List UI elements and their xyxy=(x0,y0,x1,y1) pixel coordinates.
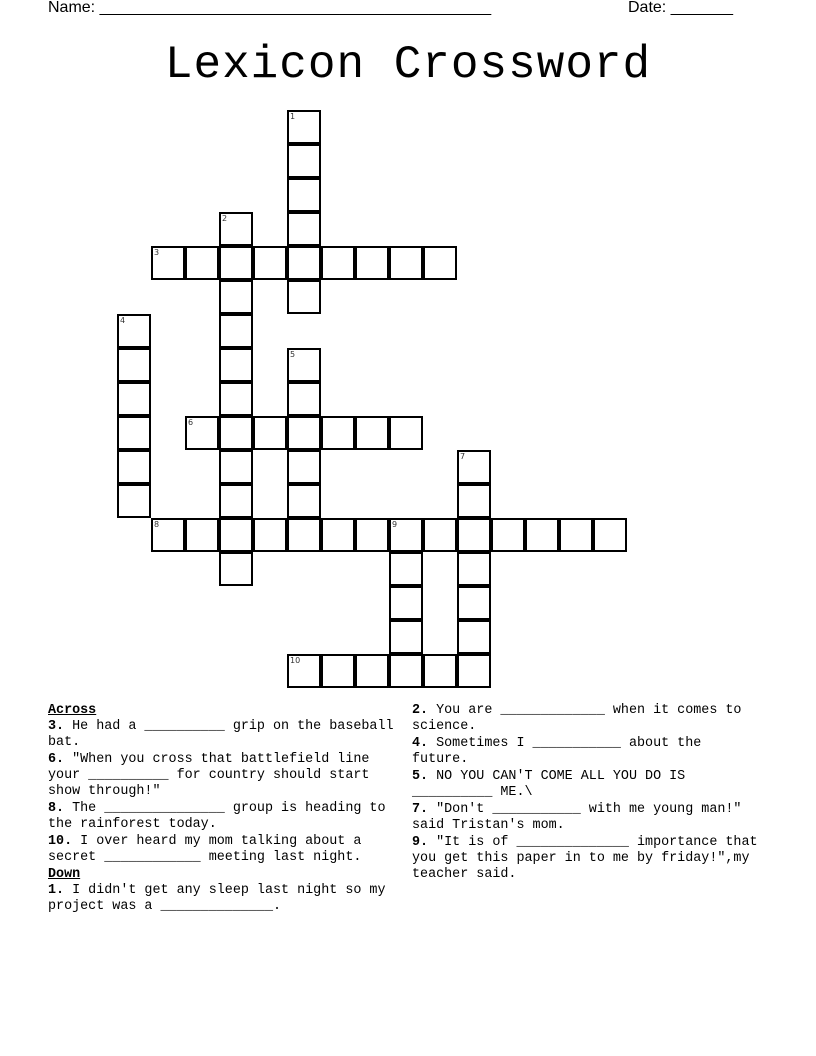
grid-cell[interactable] xyxy=(185,246,219,280)
clue-num: 2. xyxy=(412,703,429,718)
grid-cell[interactable] xyxy=(287,348,321,382)
grid-cell[interactable] xyxy=(219,212,253,246)
grid-cell[interactable] xyxy=(457,620,491,654)
grid-cell[interactable] xyxy=(457,552,491,586)
grid-cell[interactable] xyxy=(321,518,355,552)
grid-cell[interactable] xyxy=(389,620,423,654)
grid-cell[interactable] xyxy=(253,246,287,280)
date-field[interactable]: Date: _______ xyxy=(628,0,733,16)
clue xyxy=(48,883,408,915)
grid-cell[interactable] xyxy=(355,416,389,450)
grid-cell[interactable] xyxy=(287,450,321,484)
grid-cell[interactable] xyxy=(117,484,151,518)
clue-text: You are _____________ when it comes to science. xyxy=(412,703,750,734)
grid-cell[interactable] xyxy=(389,552,423,586)
grid-cell[interactable] xyxy=(423,246,457,280)
clue-text: I over heard my mom talking about a secret ____________ meeting last night. xyxy=(48,834,370,865)
clue xyxy=(412,802,762,834)
clue xyxy=(412,835,766,883)
grid-cell[interactable] xyxy=(355,518,389,552)
clue xyxy=(412,769,762,801)
grid-cell[interactable] xyxy=(389,416,423,450)
across-heading: Across xyxy=(48,703,97,718)
clue-number: 10 xyxy=(290,656,301,665)
clue-number: 5 xyxy=(290,350,296,359)
clue-number: 3 xyxy=(154,248,160,257)
grid-cell[interactable] xyxy=(423,518,457,552)
grid-cell[interactable] xyxy=(117,348,151,382)
grid-cell[interactable] xyxy=(117,416,151,450)
grid-cell[interactable] xyxy=(219,382,253,416)
clue-num: 10. xyxy=(48,834,73,849)
grid-cell[interactable] xyxy=(457,586,491,620)
grid-cell[interactable] xyxy=(219,246,253,280)
clue xyxy=(48,752,408,800)
grid-cell[interactable] xyxy=(321,654,355,688)
grid-cell[interactable] xyxy=(287,110,321,144)
clue-number: 4 xyxy=(120,316,126,325)
grid-cell[interactable] xyxy=(389,246,423,280)
grid-cell[interactable] xyxy=(219,518,253,552)
clue-number: 6 xyxy=(188,418,194,427)
down-heading: Down xyxy=(48,867,81,882)
grid-cell[interactable] xyxy=(117,382,151,416)
grid-cell[interactable] xyxy=(219,416,253,450)
grid-cell[interactable] xyxy=(525,518,559,552)
clue-num: 1. xyxy=(48,883,65,898)
page-title: Lexicon Crossword xyxy=(164,39,652,91)
clue-number: 2 xyxy=(222,214,228,223)
clue-text: "When you cross that battlefield line your __________ for country should start show through!" xyxy=(48,752,378,799)
clue-text: "It is of ______________ importance that you get this paper in to me by friday!",my teacher said. xyxy=(412,835,766,882)
clue-num: 4. xyxy=(412,736,429,751)
clue xyxy=(48,801,408,833)
clue-num: 5. xyxy=(412,769,429,784)
clues-right-column xyxy=(412,703,766,884)
grid-cell[interactable] xyxy=(321,416,355,450)
grid-cell[interactable] xyxy=(559,518,593,552)
clue-number: 8 xyxy=(154,520,160,529)
grid-cell[interactable] xyxy=(491,518,525,552)
grid-cell[interactable] xyxy=(219,280,253,314)
grid-cell[interactable] xyxy=(287,212,321,246)
grid-cell[interactable] xyxy=(457,518,491,552)
grid-cell[interactable] xyxy=(389,586,423,620)
grid-cell[interactable] xyxy=(287,484,321,518)
grid-cell[interactable] xyxy=(219,348,253,382)
clue xyxy=(412,736,762,768)
grid-cell[interactable] xyxy=(389,518,423,552)
grid-cell[interactable] xyxy=(457,654,491,688)
grid-cell[interactable] xyxy=(219,552,253,586)
grid-cell[interactable] xyxy=(287,654,321,688)
clue-num: 8. xyxy=(48,801,65,816)
clue xyxy=(48,719,408,751)
grid-cell[interactable] xyxy=(287,518,321,552)
grid-cell[interactable] xyxy=(593,518,627,552)
grid-cell[interactable] xyxy=(389,654,423,688)
clue xyxy=(412,703,762,735)
grid-cell[interactable] xyxy=(219,450,253,484)
clue-number: 7 xyxy=(460,452,466,461)
grid-cell[interactable] xyxy=(253,518,287,552)
grid-cell[interactable] xyxy=(185,416,219,450)
clue-text: Sometimes I ___________ about the future. xyxy=(412,736,710,767)
grid-cell[interactable] xyxy=(287,144,321,178)
clue-text: I didn't get any sleep last night so my project was a ______________. xyxy=(48,883,394,914)
grid-cell[interactable] xyxy=(287,246,321,280)
grid-cell[interactable] xyxy=(117,314,151,348)
grid-cell[interactable] xyxy=(219,484,253,518)
grid-cell[interactable] xyxy=(117,450,151,484)
grid-cell[interactable] xyxy=(287,280,321,314)
grid-cell[interactable] xyxy=(151,518,185,552)
clue xyxy=(48,834,408,866)
clue-num: 7. xyxy=(412,802,429,817)
grid-cell[interactable] xyxy=(151,246,185,280)
grid-cell[interactable] xyxy=(355,654,389,688)
clue-text: NO YOU CAN'T COME ALL YOU DO IS __________ ME.\ xyxy=(412,769,694,800)
grid-cell[interactable] xyxy=(185,518,219,552)
grid-cell[interactable] xyxy=(457,484,491,518)
grid-cell[interactable] xyxy=(287,416,321,450)
clue-num: 9. xyxy=(412,835,429,850)
grid-cell[interactable] xyxy=(219,314,253,348)
grid-cell[interactable] xyxy=(321,246,355,280)
clue-text: He had a __________ grip on the baseball bat. xyxy=(48,719,402,750)
grid-cell[interactable] xyxy=(423,654,457,688)
grid-cell[interactable] xyxy=(457,450,491,484)
clue-num: 3. xyxy=(48,719,65,734)
clue-text: The _______________ group is heading to the rainforest today. xyxy=(48,801,394,832)
grid-cell[interactable] xyxy=(355,246,389,280)
grid-cell[interactable] xyxy=(253,416,287,450)
clues-left-column xyxy=(48,703,408,916)
clue-num: 6. xyxy=(48,752,65,767)
clue-number: 9 xyxy=(392,520,398,529)
clue-number: 1 xyxy=(290,112,296,121)
grid-cell[interactable] xyxy=(287,382,321,416)
name-field[interactable]: Name: ____________________________________________ xyxy=(48,0,492,16)
clue-text: "Don't ___________ with me young man!" said Tristan's mom. xyxy=(412,802,750,833)
grid-cell[interactable] xyxy=(287,178,321,212)
